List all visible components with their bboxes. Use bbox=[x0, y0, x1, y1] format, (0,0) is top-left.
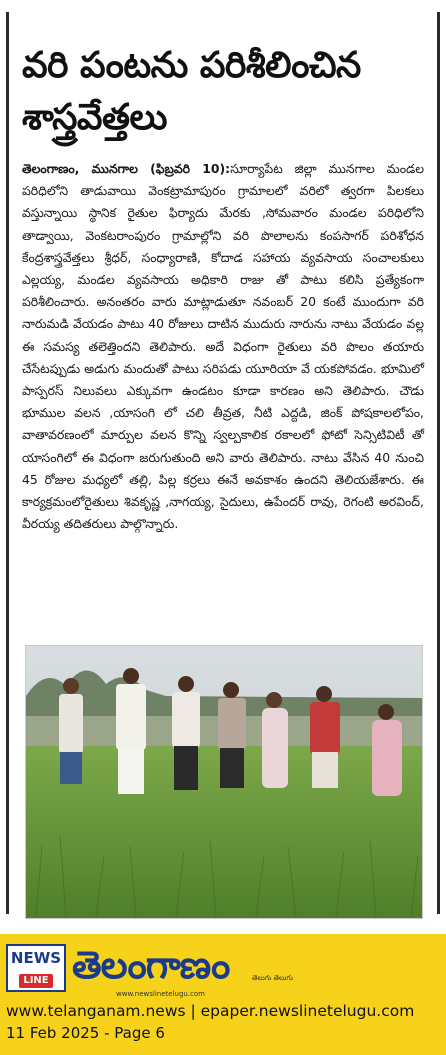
article-body bbox=[22, 158, 424, 535]
newsline-logo bbox=[6, 944, 66, 992]
logo-news-text: NEWS bbox=[10, 949, 62, 967]
brand-tagline: తెలుగు తెలుగు bbox=[252, 974, 293, 982]
news-photo bbox=[25, 645, 423, 919]
dateline: తెలంగాణం, మునగాల (ఫిబ్రవరి 10): bbox=[22, 161, 231, 176]
footer-banner bbox=[0, 934, 446, 1055]
brand-name: తెలంగాణం bbox=[72, 943, 230, 987]
footer-date-page: 11 Feb 2025 - Page 6 bbox=[6, 1024, 165, 1042]
footer-sites[interactable]: www.telanganam.news | epaper.newslinetelugu.com bbox=[6, 1002, 415, 1020]
brand-url: www.newslinetelugu.com bbox=[116, 990, 205, 998]
headline: వరి పంటను పరిశీలించిన శాస్త్రవేత్తలు bbox=[22, 45, 361, 138]
article-text: సూర్యాపేట జిల్లా మునగాల మండల పరిధిలోని తాడువాయి వెంకట్రామాపురం గ్రామాలలో వరిలో త్వరగా పిలకలు వస్తున్నాయి స్థానిక రైతుల ఫిర్యాదు మేరకు ,సోమవారం మండల పరిధిలోని తాడ్వాయి, వెంకటరాంపురం గ్రామాల్లోని వరి పొలాలను కంపసాగర్ పరిశోధన కేంద్రశాస్త్రవేత్తలు శ్రీధర్, సంధ్యారాణి, కోదాడ సహాయ వ్యవసాయ సంచాలకులు ఎల్లయ్య, మండల వ్యవసాయ అధికారి రాజు తో పాటు కలిసి ప్రత్యేకంగా పరిశీలించారు. అనంతరం వారు మాట్లాడుతూ నవంబర్ 20 కంటే ముందుగా వరి నారుమడి వేయడం పాటు 40 రోజులు దాటిన ముదురు నారును నాటు వేయడం వల్ల ఈ సమస్య తలెత్తిందని తెలిపారు. అదే విధంగా రైతులు వరి పొలం తయారు చేసేటప్పుడు అడుగు మందుతో పాటు సరిపడు యూరియా వే యకపోవడం. భూమిలో పాస్పరస్ నిలువలు ఎక్కువగా ఉండటం కూడా కారణం అని తెలిపారు. చౌడు భూముల వలన ,యాసంగి లో చలి తీవ్రత, నీటి ఎద్దడి, జింక్ పోషకాలలోపం, వాతావరణంలో మార్పుల వలన కొన్ని స్వల్పకాలిక రకాలలో ఫోటో సెన్సిటివిటీ తో యాసంగిలో ఈ విధంగా జరుగుతుంది అని వారు తెలిపారు. నాటు వేసిన 40 నుంచి 45 రోజుల మధ్యలో తల్లి, పిల్ల కర్రలు ఈనే అవకాశం ఉందని తెలియజేశారు. ఈ కార్యక్రమంలోరైతులు శివకృష్ణ ,నాగయ్య, సైదులు, ఉపేందర్ రావు, రెగంటి అరవింద్, వీరయ్య తదితరులు పాల్గొన్నారు. bbox=[22, 161, 425, 532]
column-rule-left bbox=[6, 12, 9, 914]
column-rule-right bbox=[437, 12, 440, 914]
field-visit-photo bbox=[26, 646, 422, 918]
logo-line-text: LINE bbox=[19, 974, 52, 988]
